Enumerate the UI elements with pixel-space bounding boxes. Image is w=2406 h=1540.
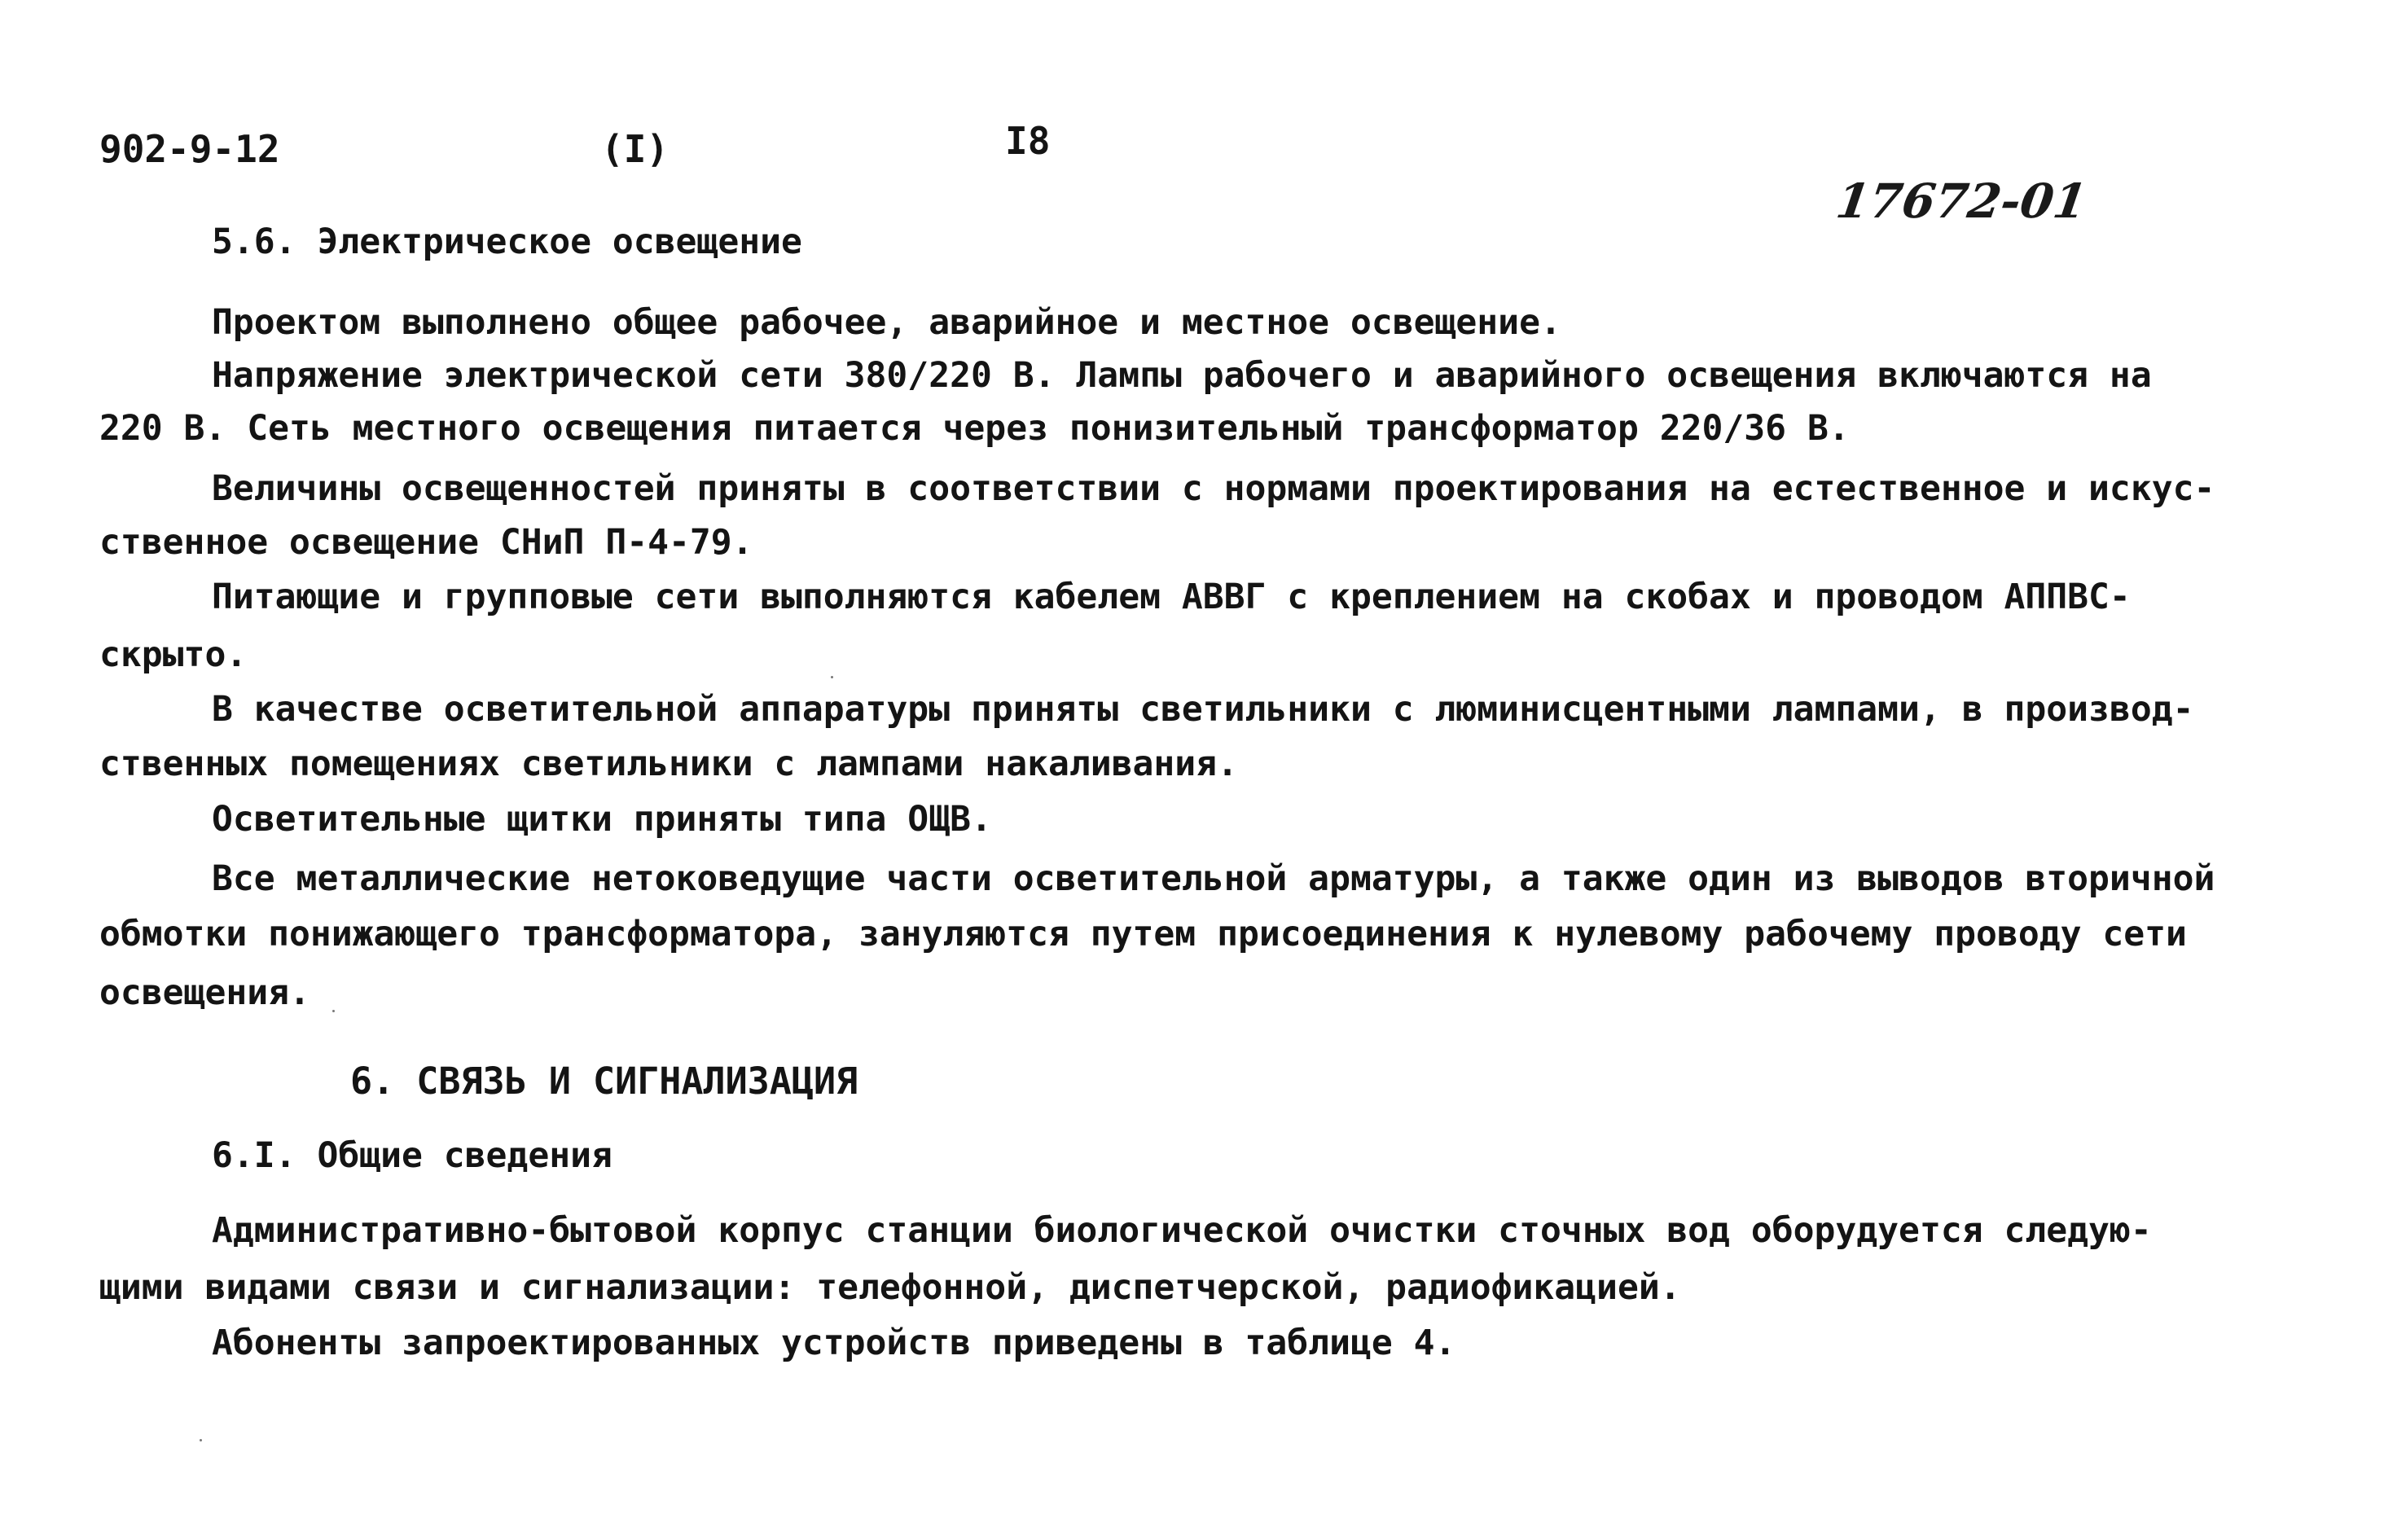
- scan-speck: [200, 1439, 202, 1441]
- paragraph-line: Напряжение электрической сети 380/220 В. Лампы рабочего и аварийного освещения включаются на: [212, 355, 2152, 396]
- paragraph-line: ственных помещениях светильники с лампами накаливания.: [99, 744, 1238, 784]
- paragraph-line: обмотки понижающего трансформатора, зануляются путем присоединения к нулевому рабочему проводу сети: [99, 914, 2187, 954]
- scan-speck: [332, 1010, 335, 1012]
- handwritten-number: 17672-01: [1833, 173, 2091, 229]
- paragraph-line: Осветительные щитки приняты типа ОЩВ.: [212, 799, 992, 840]
- paragraph-line: В качестве осветительной аппаратуры приняты светильники с люминисцентными лампами, в производ-: [212, 689, 2194, 730]
- paragraph-line: Величины освещенностей приняты в соответствии с нормами проектирования на естественное и искус-: [212, 468, 2215, 509]
- paragraph-line: Все металлические нетоковедущие части осветительной арматуры, а также один из выводов вторичной: [212, 858, 2215, 899]
- paragraph-line: Питающие и групповые сети выполняются кабелем АВВГ с креплением на скобах и проводом АППВС-: [212, 577, 2131, 617]
- document-code: 902-9-12: [99, 127, 280, 171]
- scan-speck: [831, 676, 833, 678]
- paragraph-line: ственное освещение СНиП П-4-79.: [99, 522, 753, 563]
- paragraph-line: Административно-бытовой корпус станции биологической очистки сточных вод оборудуется следую-: [212, 1210, 2152, 1251]
- heading-6-1: 6.I. Общие сведения: [212, 1135, 612, 1176]
- page-number: I8: [1005, 119, 1051, 163]
- heading-5-6: 5.6. Электрическое освещение: [212, 222, 802, 262]
- paragraph-line: освещения.: [99, 972, 310, 1013]
- paragraph-line: скрыто.: [99, 634, 248, 675]
- part-number: (I): [601, 127, 670, 171]
- section-6-title: 6. СВЯЗЬ И СИГНАЛИЗАЦИЯ: [350, 1060, 858, 1103]
- paragraph-line: щими видами связи и сигнализации: телефонной, диспетчерской, радиофикацией.: [99, 1267, 1681, 1308]
- paragraph-line: Проектом выполнено общее рабочее, аварийное и местное освещение.: [212, 302, 1561, 343]
- paragraph-line: Абоненты запроектированных устройств приведены в таблице 4.: [212, 1323, 1456, 1363]
- paragraph-line: 220 В. Сеть местного освещения питается через понизительный трансформатор 220/36 В.: [99, 408, 1850, 449]
